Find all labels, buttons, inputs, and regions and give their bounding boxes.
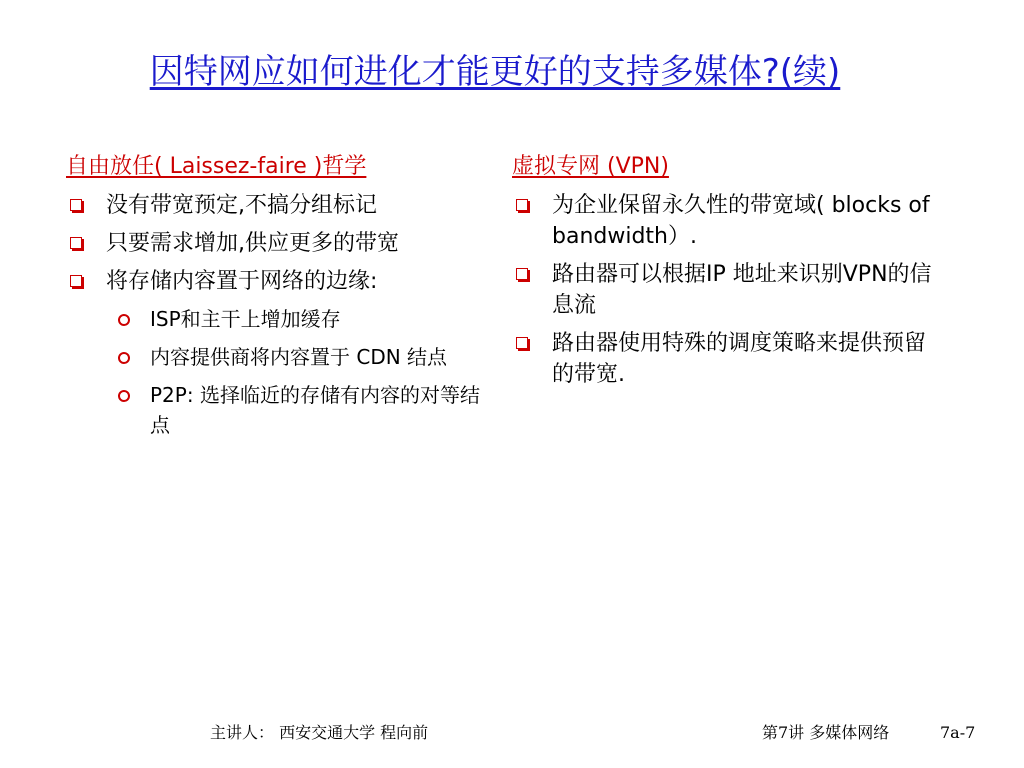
list-item	[512, 259, 932, 321]
footer-lecture: 第7讲 多媒体网络	[762, 723, 890, 742]
circle-bullet-icon	[118, 390, 130, 402]
bullet-text: 路由器可以根据IP 地址来识别VPN的信息流	[552, 262, 932, 318]
bullet-text: 只要需求增加,供应更多的带宽	[106, 231, 399, 256]
page-number: 7a-7	[940, 723, 976, 742]
slide-title: 因特网应如何进化才能更好的支持多媒体?(续)	[149, 52, 841, 92]
sub-list-item	[66, 342, 486, 372]
bullet-text: 将存储内容置于网络的边缘:	[106, 269, 378, 294]
list-item	[66, 190, 486, 221]
sub-bullet-text: ISP和主干上增加缓存	[150, 307, 341, 331]
list-item	[66, 228, 486, 259]
bullet-text: 路由器使用特殊的调度策略来提供预留的带宽.	[552, 331, 927, 387]
sub-bullet-text: P2P: 选择临近的存储有内容的对等结点	[150, 383, 480, 437]
square-bullet-icon	[70, 275, 82, 287]
list-item	[512, 190, 932, 252]
right-column	[512, 152, 932, 397]
list-item	[512, 328, 932, 390]
square-bullet-icon	[516, 337, 528, 349]
square-bullet-icon	[70, 237, 82, 249]
list-item	[66, 266, 486, 297]
footer-presenter: 主讲人： 西安交通大学 程向前	[210, 723, 429, 742]
sub-list-item	[66, 380, 486, 440]
square-bullet-icon	[516, 268, 528, 280]
circle-bullet-icon	[118, 352, 130, 364]
circle-bullet-icon	[118, 314, 130, 326]
sub-bullet-text: 内容提供商将内容置于 CDN 结点	[150, 345, 448, 369]
left-column	[66, 152, 486, 448]
bullet-text: 没有带宽预定,不搞分组标记	[106, 193, 377, 218]
left-heading: 自由放任( Laissez-faire )哲学	[66, 154, 367, 179]
sub-list-item	[66, 304, 486, 334]
square-bullet-icon	[70, 199, 82, 211]
bullet-text: 为企业保留永久性的带宽域( blocks of bandwidth）.	[552, 193, 930, 249]
right-heading: 虚拟专网 (VPN)	[512, 154, 669, 179]
square-bullet-icon	[516, 199, 528, 211]
